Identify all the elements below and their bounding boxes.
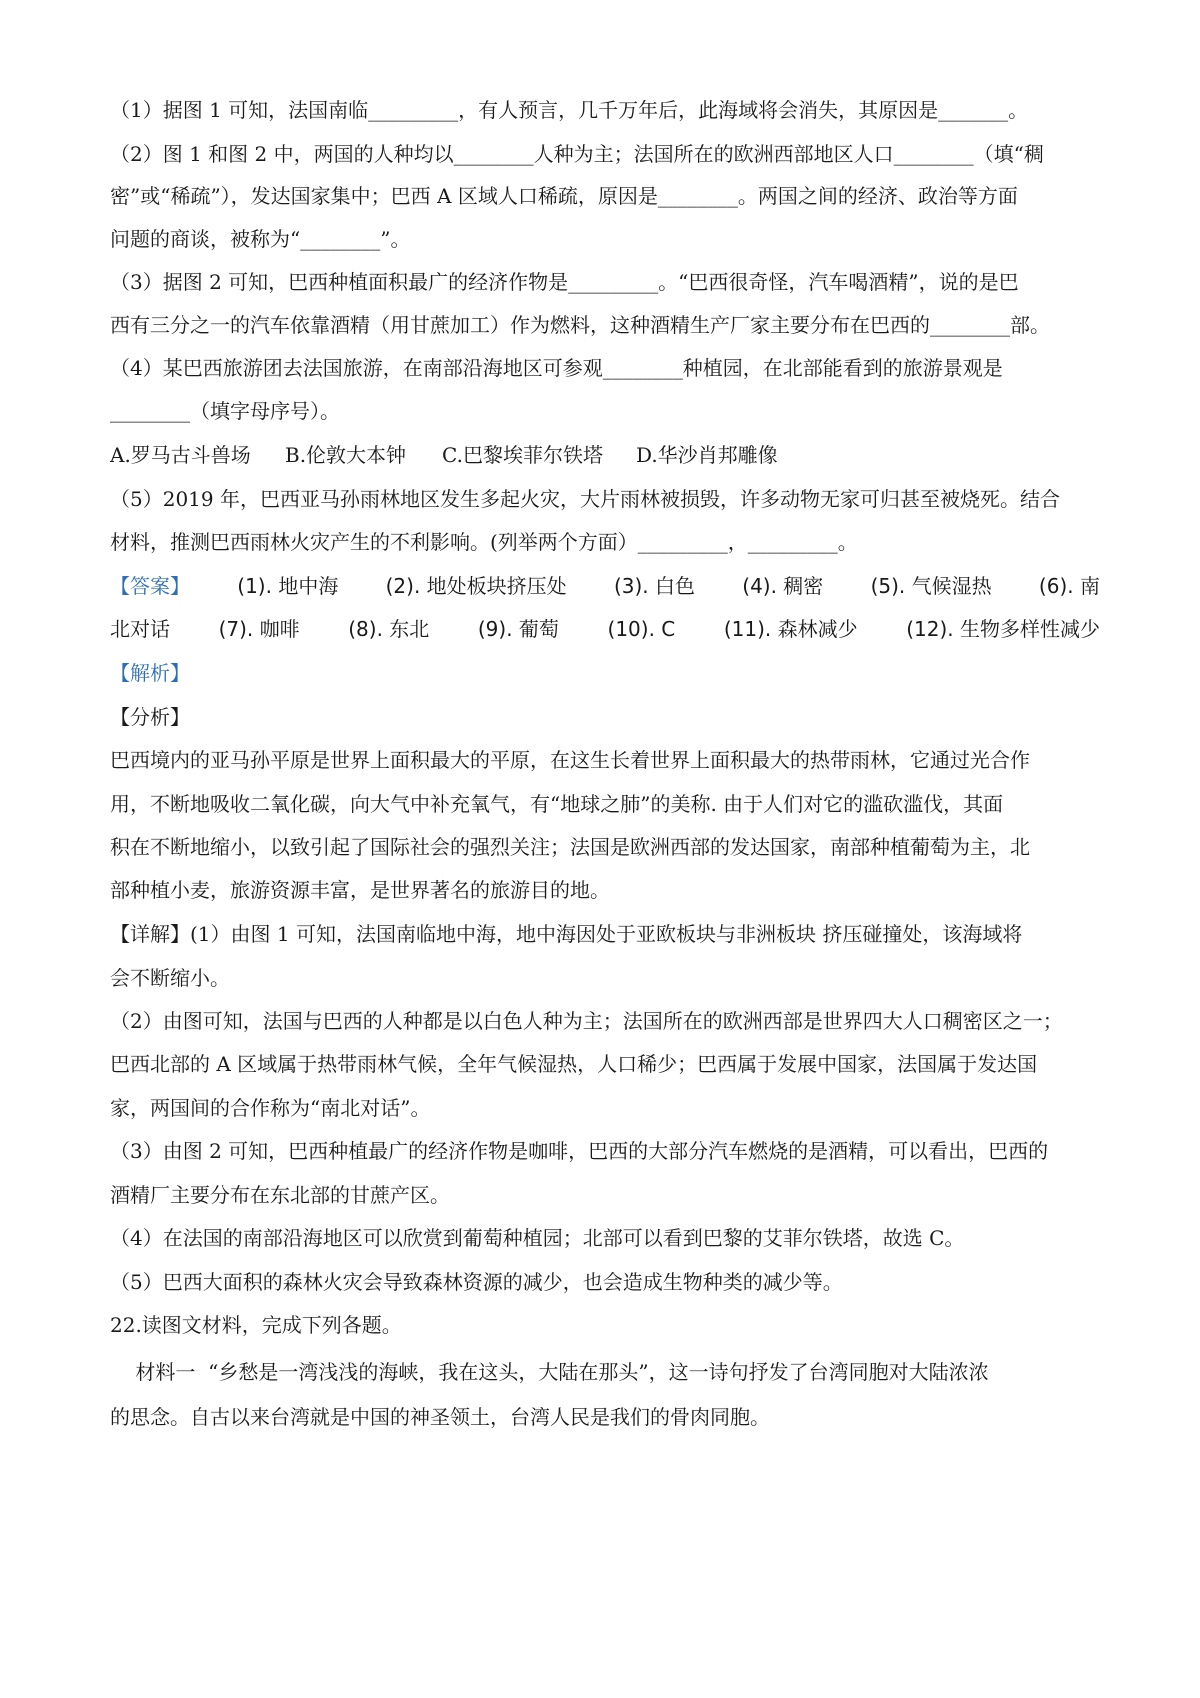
analysis-line2: 用，不断地吸收二氧化碳，向大气中补充氧气，有“地球之肺”的美称. 由于人们对它的滥砍滥伐，其面 [110, 792, 1004, 816]
analysis-subtag: 【分析】 [110, 705, 190, 729]
q21-part2-line2: 密”或“稀疏”），发达国家集中；巴西 A 区域人口稀疏，原因是________。两国之间的经济、政治等方面 [110, 184, 1018, 208]
q21-part1: （1）据图 1 可知，法国南临_________，有人预言，几千万年后，此海域将会消失，其原因是_______。 [110, 98, 1029, 122]
q21-part4-line2: ________（填字母序号）。 [110, 399, 340, 423]
answer-item: 北对话 [110, 617, 170, 641]
q21-part2-line1: （2）图 1 和图 2 中，两国的人种均以________人种为主；法国所在的欧洲西部地区人口________（填“稠 [110, 142, 1044, 166]
answer-item: (9). 葡萄 [477, 617, 559, 641]
option-a: A.罗马古斗兽场 [110, 443, 251, 467]
q21-part5-line1: （5）2019 年，巴西亚马孙雨林地区发生多起火灾，大片雨林被损毁，许多动物无家可归甚至被烧死。结合 [110, 487, 1060, 511]
analysis-line4: 部种植小麦，旅游资源丰富，是世界著名的旅游目的地。 [110, 878, 610, 902]
analysis-line3: 积在不断地缩小，以致引起了国际社会的强烈关注；法国是欧洲西部的发达国家，南部种植葡萄为主，北 [110, 835, 1030, 859]
answer-tag: 【答案】 [110, 574, 190, 598]
answer-item: (10). C [607, 617, 676, 641]
detail-2-line3: 家，两国间的合作称为“南北对话”。 [110, 1096, 431, 1120]
detail-1-line1: 【详解】(1）由图 1 可知，法国南临地中海，地中海因处于亚欧板块与非洲板块 挤压碰撞处，该海域将 [110, 922, 1023, 946]
answer-item: (7). 咖啡 [218, 617, 300, 641]
option-d: D.华沙肖邦雕像 [636, 443, 778, 467]
answer-item: (12). 生物多样性减少 [906, 617, 1100, 641]
q21-part4-line1: （4）某巴西旅游团去法国旅游，在南部沿海地区可参观________种植园，在北部能看到的旅游景观是 [110, 356, 1003, 380]
answer-row-1 [110, 572, 1100, 600]
answer-item: (4). 稠密 [742, 574, 824, 598]
analysis-label: 【解析】 [110, 661, 190, 685]
option-b: B.伦敦大本钟 [285, 443, 407, 467]
answer-item: (2). 地处板块挤压处 [385, 574, 567, 598]
q22-title: 22.读图文材料，完成下列各题。 [110, 1313, 402, 1337]
answer-row-2 [110, 615, 1100, 643]
q21-part5-line2: 材料，推测巴西雨林火灾产生的不利影响。(列举两个方面）_________，_________。 [110, 530, 858, 554]
answer-item: (6). 南 [1038, 574, 1100, 598]
q22-material1-line1: 材料一 “乡愁是一湾浅浅的海峡，我在这头，大陆在那头”，这一诗句抒发了台湾同胞对大陆浓浓 [110, 1360, 989, 1384]
answer-item: (8). 东北 [348, 617, 430, 641]
detail-4: （4）在法国的南部沿海地区可以欣赏到葡萄种植园；北部可以看到巴黎的艾菲尔铁塔，故选 C。 [110, 1226, 965, 1250]
q21-part3-line1: （3）据图 2 可知，巴西种植面积最广的经济作物是_________。“巴西很奇怪，汽车喝酒精”，说的是巴 [110, 270, 1019, 294]
detail-3-line2: 酒精厂主要分布在东北部的甘蔗产区。 [110, 1183, 450, 1207]
q21-options [110, 441, 1100, 469]
detail-3-line1: （3）由图 2 可知，巴西种植最广的经济作物是咖啡，巴西的大部分汽车燃烧的是酒精，可以看出，巴西的 [110, 1139, 1049, 1163]
detail-2-line2: 巴西北部的 A 区域属于热带雨林气候，全年气候湿热，人口稀少；巴西属于发展中国家，法国属于发达国 [110, 1052, 1038, 1076]
detail-5: （5）巴西大面积的森林火灾会导致森林资源的减少，也会造成生物种类的减少等。 [110, 1270, 843, 1294]
detail-2-line1: （2）由图可知，法国与巴西的人种都是以白色人种为主；法国所在的欧洲西部是世界四大人口稠密区之一； [110, 1009, 1063, 1033]
q22-material1-line2: 的思念。自古以来台湾就是中国的神圣领土，台湾人民是我们的骨肉同胞。 [110, 1405, 770, 1429]
detail-1-line2: 会不断缩小。 [110, 966, 230, 990]
option-c: C.巴黎埃菲尔铁塔 [442, 443, 603, 467]
analysis-line1: 巴西境内的亚马孙平原是世界上面积最大的平原，在这生长着世界上面积最大的热带雨林，它通过光合作 [110, 748, 1030, 772]
answer-item: (5). 气候湿热 [870, 574, 992, 598]
q21-part2-line3: 问题的商谈，被称为“________”。 [110, 227, 411, 251]
analysis-tag [110, 659, 1100, 687]
answer-item: (1). 地中海 [237, 574, 339, 598]
answer-item: (3). 白色 [613, 574, 695, 598]
q21-part3-line2: 西有三分之一的汽车依靠酒精（用甘蔗加工）作为燃料，这种酒精生产厂家主要分布在巴西的________部。 [110, 313, 1050, 337]
answer-item: (11). 森林减少 [723, 617, 858, 641]
